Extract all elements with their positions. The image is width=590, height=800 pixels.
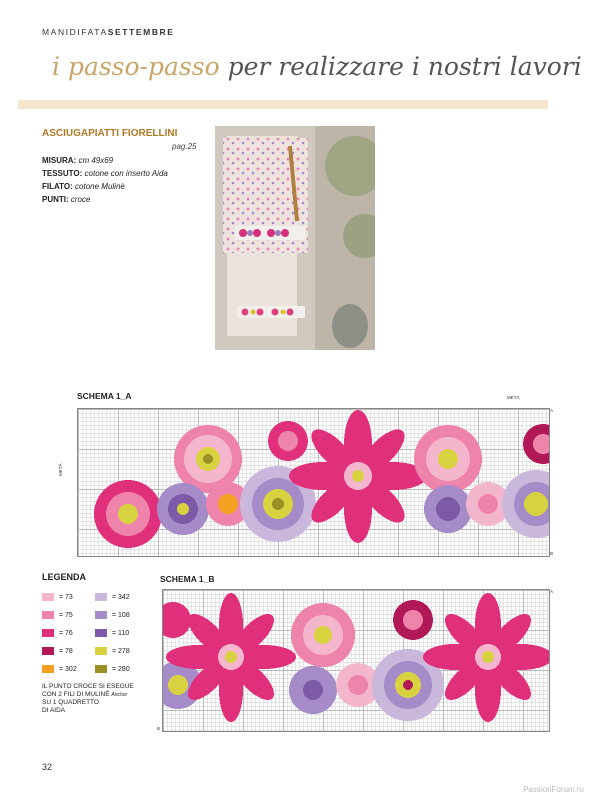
legend-swatch [42, 593, 54, 601]
legend-swatch [95, 665, 107, 673]
note-line: CON 2 FILI DI MULINÈ Anchor [42, 691, 128, 698]
legend-code: = 278 [112, 647, 130, 655]
legend-item [95, 629, 129, 637]
flower-pink-4 [414, 425, 482, 493]
project-page-ref: pag.25 [172, 142, 197, 151]
flower-violet-4 [502, 470, 549, 538]
stitch-note [42, 683, 162, 715]
headline-rest: per realizzare i nostri lavori [219, 52, 582, 81]
note-anchor: Anchor [111, 692, 128, 698]
legend-item [95, 593, 130, 601]
project-title: ASCIUGAPIATTI FIORELLINI [42, 128, 178, 139]
legend-title: LEGENDA [42, 572, 87, 582]
product-photo [215, 126, 375, 350]
spec-filato: FILATO: cotone Mulinè [42, 182, 125, 191]
schema-a-corner-b: B [550, 551, 554, 556]
legend-code: = 108 [112, 611, 130, 619]
legend-item [95, 665, 130, 673]
spec-tessuto: TESSUTO: cotone con inserto Aida [42, 169, 168, 178]
header-stripe [18, 100, 548, 109]
headline-accent: i passo-passo [52, 52, 220, 81]
legend-item [42, 629, 73, 637]
legend-swatch [95, 593, 107, 601]
legend-swatch [42, 665, 54, 673]
schema-a-meta-top: METÀ [507, 395, 520, 400]
legend-code: = 78 [59, 647, 73, 655]
page-number: 32 [42, 762, 53, 772]
cross-stitch-chart-b [162, 589, 550, 732]
legend-item [95, 647, 130, 655]
flower-violet-1 [157, 483, 209, 535]
legend-item [42, 611, 73, 619]
flower-b-violet-1 [289, 666, 337, 714]
legend-item [42, 665, 77, 673]
legend-code: = 302 [59, 665, 77, 673]
note-line: DI AIDA [42, 707, 66, 714]
flower-b-small-top [393, 600, 433, 640]
legend-code: = 280 [112, 665, 130, 673]
flower-b-daisy-2 [423, 593, 549, 722]
legend-swatch [95, 611, 107, 619]
cross-stitch-chart-a [77, 408, 550, 557]
flower-small-top [268, 421, 308, 461]
legend-swatch [95, 647, 107, 655]
flower-pink-2 [94, 480, 162, 548]
legend-code: = 110 [112, 629, 130, 637]
schema-a-title: SCHEMA 1_A [77, 391, 132, 401]
flower-edge-top [523, 424, 549, 464]
legend-code: = 342 [112, 593, 130, 601]
legend-code: = 73 [59, 593, 73, 601]
legend-swatch [95, 629, 107, 637]
schema-a-corner-a: A [550, 408, 554, 413]
spec-punti: PUNTI: croce [42, 195, 91, 204]
note-line: SU 1 QUADRETTO [42, 699, 99, 706]
schema-b-corner-b: B [157, 726, 161, 731]
schema-a-meta-side: METÀ [58, 463, 63, 476]
flower-b-pink-1 [291, 603, 355, 667]
spec-misura: MISURA: cm 49x69 [42, 156, 114, 165]
legend-swatch [42, 629, 54, 637]
watermark: PassionForum.ru [523, 785, 584, 794]
legend-item [95, 611, 130, 619]
schema-b-corner-a: A [550, 589, 554, 594]
schema-b-title: SCHEMA 1_B [160, 574, 215, 584]
magazine-name: MANIDIFATASETTEMBRE [42, 27, 175, 37]
flower-violet-3 [424, 485, 472, 533]
legend-item [42, 593, 73, 601]
legend-item [42, 647, 73, 655]
legend-swatch [42, 647, 54, 655]
legend-code: = 76 [59, 629, 73, 637]
page-headline [52, 52, 582, 81]
legend-code: = 75 [59, 611, 73, 619]
note-line: IL PUNTO CROCE SI ESEGUE [42, 683, 134, 690]
legend-swatch [42, 611, 54, 619]
